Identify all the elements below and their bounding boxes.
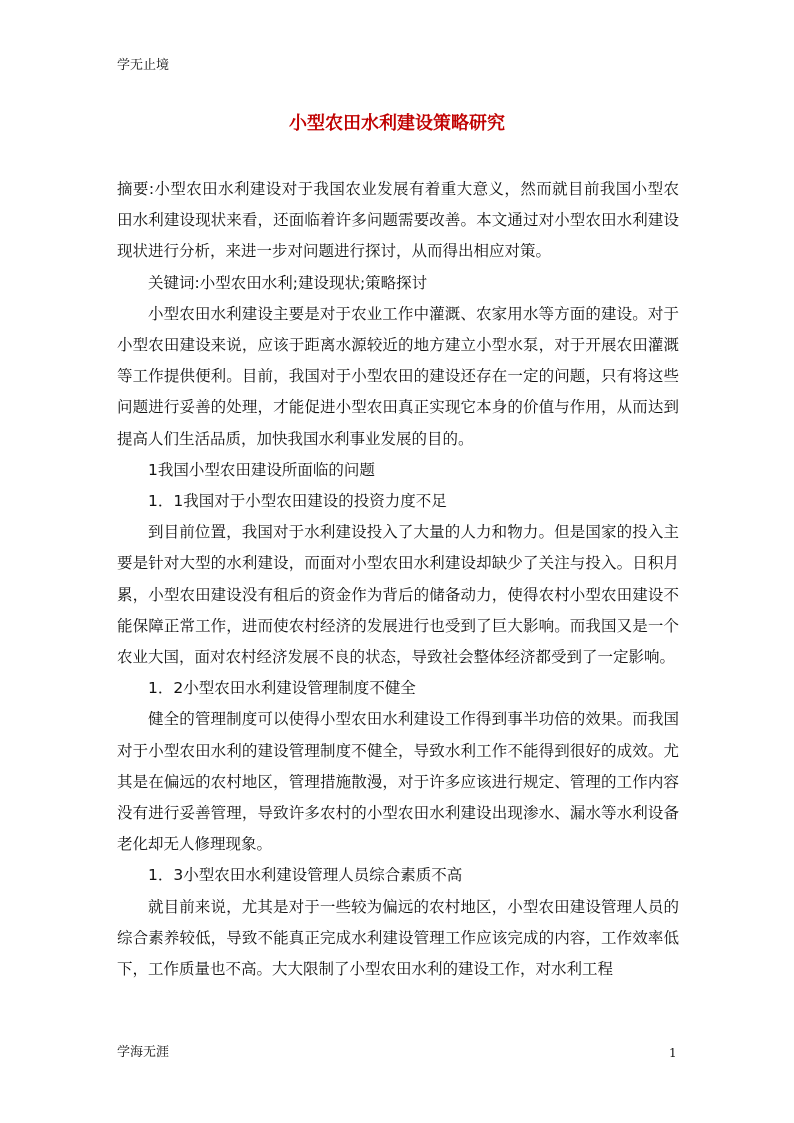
section-heading-1: 1我国小型农田建设所面临的问题: [148, 460, 375, 479]
subsection-heading-1-2: 1．2小型农田水利建设管理制度不健全: [148, 679, 416, 698]
subsection-heading-1-3: 1．3小型农田水利建设管理人员综合素质不高: [148, 866, 463, 885]
page-number: 1: [669, 1046, 677, 1060]
page-footer: 学海无涯: [117, 1045, 170, 1060]
body-paragraph-1-2: 健全的管理制度可以使得小型农田水利建设工作得到事半功倍的效果。而我国对于小型农田水利的建设管理制度不健全，导致水利工作不能得到很好的成效。尤其是在偏远的农村地区，管理措施散漫，对于许多应该进行规定、管理的工作内容没有进行妥善管理，导致许多农村的小型农田水利建设出现渗水、漏水等水利设备老化却无人修理现象。: [117, 710, 679, 854]
intro-paragraph: 小型农田水利建设主要是对于农业工作中灌溉、农家用水等方面的建设。对于小型农田建设来说，应该于距离水源较近的地方建立小型水泵，对于开展农田灌溉等工作提供便利。目前，我国对于小型农田的建设还存在一定的问题，只有将这些问题进行妥善的处理，才能促进小型农田真正实现它本身的价值与作用，从而达到提高人们生活品质，加快我国水利事业发展的目的。: [117, 304, 679, 448]
subsection-heading-1-1: 1．1我国对于小型农田建设的投资力度不足: [148, 492, 447, 511]
document-body: [117, 174, 679, 985]
page-header: 学无止境: [117, 58, 170, 73]
body-paragraph-1-3: 就目前来说，尤其是对于一些较为偏远的农村地区，小型农田建设管理人员的综合素养较低，导致不能真正完成水利建设管理工作应该完成的内容，工作效率低下，工作质量也不高。大大限制了小型农田水利的建设工作，对水利工程: [117, 897, 679, 979]
body-paragraph-1-1: 到目前位置，我国对于水利建设投入了大量的人力和物力。但是国家的投入主要是针对大型的水利建设，而面对小型农田水利建设却缺少了关注与投入。日积月累，小型农田建设没有租后的资金作为背后的储备动力，使得农村小型农田建设不能保障正常工作，进而使农村经济的发展进行也受到了巨大影响。而我国又是一个农业大国，面对农村经济发展不良的状态，导致社会整体经济都受到了一定影响。: [117, 523, 679, 667]
abstract-paragraph: 摘要:小型农田水利建设对于我国农业发展有着重大意义，然而就目前我国小型农田水利建设现状来看，还面临着许多问题需要改善。本文通过对小型农田水利建设现状进行分析，来进一步对问题进行探讨，从而得出相应对策。: [117, 180, 679, 261]
document-title: 小型农田水利建设策略研究: [289, 113, 505, 134]
keywords-paragraph: 关键词:小型农田水利;建设现状;策略探讨: [148, 273, 428, 292]
